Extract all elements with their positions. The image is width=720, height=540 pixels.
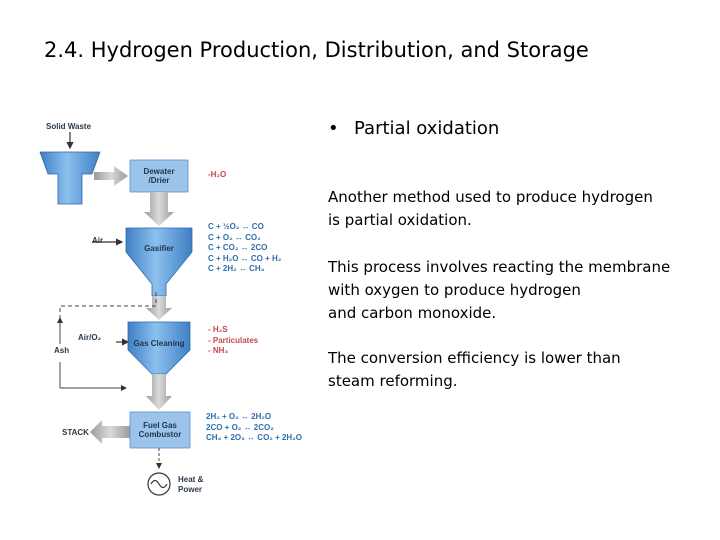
dewater-gasifier-arrow [144,192,174,226]
combustor-equations [206,412,302,444]
dewater-label-line2: /Drier [148,176,170,185]
air-label: Air [92,236,104,245]
combustor-eq-1: 2H₂ + O₂ ↔ 2H₂O [206,412,272,421]
gasifier-equations [208,222,281,275]
paragraph-1 [328,186,698,232]
gasifier-eq-5: C + 2H₂ ↔ CH₄ [208,264,265,274]
gasifier-shape [126,228,192,296]
paragraph-2 [328,256,698,325]
gasification-diagram [30,112,330,502]
gasifier-eq-1: C + ½O₂ ↔ CO [208,222,264,231]
cleaning-combustor-arrow [146,374,172,410]
dewater-label-line1: Dewater [143,167,175,176]
cleaning-outputs [208,325,258,357]
paragraph-3-line-1: The conversion efficiency is lower than [328,349,621,367]
bullet-dot: • [328,118,339,139]
cleaning-out-2: - Particulates [208,335,259,345]
hopper-shape [40,152,100,204]
bullet-item [328,118,499,139]
stack-label: STACK [62,428,89,437]
gas-cleaning-shape [128,322,190,374]
cleaning-out-3: - NH₃ [208,346,229,356]
dewater-output: -H₂O [208,170,227,179]
paragraph-1-line-1: Another method used to produce hydrogen [328,188,653,206]
ash-label: Ash [54,346,70,355]
combustor-eq-3: CH₄ + 2O₃ ↔ CO₂ + 2H₂O [206,433,302,443]
dewater-label [130,167,188,185]
paragraph-2-line-2: with oxygen to produce hydrogen [328,281,581,299]
input-label: Solid Waste [46,122,92,131]
gasifier-cleaning-arrow [146,296,172,320]
gasifier-eq-2: C + O₂ ↔ CO₂ [208,232,261,242]
gasifier-eq-3: C + CO₂ ↔ 2CO [208,243,268,253]
output-label [178,475,203,495]
gas-cleaning-label: Gas Cleaning [133,339,185,348]
paragraph-3-line-2: steam reforming. [328,372,458,390]
paragraph-2-line-3: and carbon monoxide. [328,304,497,322]
gasifier-eq-4: C + H₂O ↔ CO + H₂ [208,253,282,263]
combustor-eq-2: 2CO + O₂ ↔ 2CO₂ [206,422,274,432]
output-label-line1: Heat & [178,475,204,484]
hopper-dewater-arrow [94,166,128,186]
paragraph-3 [328,347,698,393]
airo2-label: Air/O₂ [78,333,102,342]
combustor-label [130,421,190,439]
cleaning-out-1: - H₂S [208,325,228,334]
combustor-label-line2: Combustor [138,430,182,439]
page-title: 2.4. Hydrogen Production, Distribution, and Storage [44,38,589,62]
stack-arrow [90,420,130,444]
bullet-text: Partial oxidation [354,118,500,139]
paragraph-1-line-2: is partial oxidation. [328,211,472,229]
paragraph-2-line-1: This process involves reacting the membrane [328,258,671,276]
gasifier-label: Gasifier [144,244,174,253]
combustor-label-line1: Fuel Gas [143,421,177,430]
output-label-line2: Power [178,485,203,494]
